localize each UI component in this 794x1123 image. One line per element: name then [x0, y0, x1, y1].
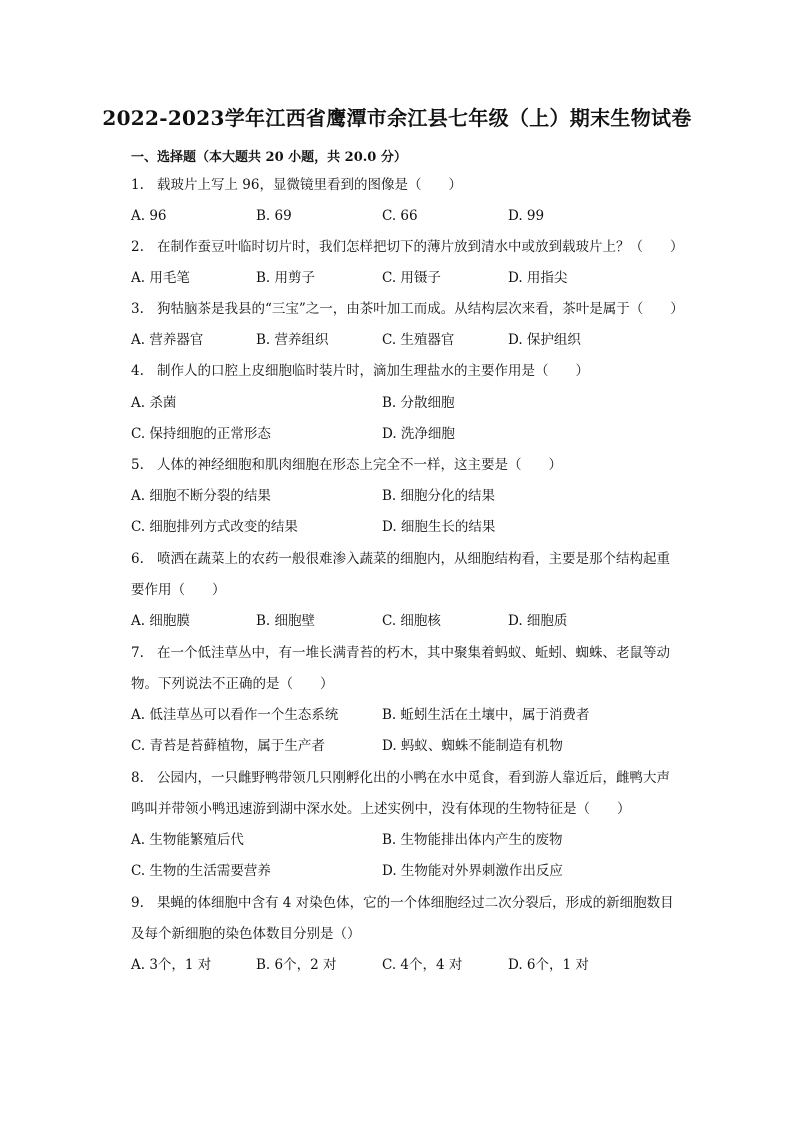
option-b[interactable]: B. 营养组织: [256, 332, 329, 348]
option-b[interactable]: B. 69: [256, 208, 292, 224]
option-c[interactable]: C. 细胞排列方式改变的结果: [131, 519, 298, 535]
question-6: [131, 544, 691, 574]
option-d[interactable]: D. 细胞质: [508, 613, 568, 629]
option-b[interactable]: B. 用剪子: [256, 270, 316, 286]
question-number: 9.: [131, 895, 144, 911]
question-text: 在制作蚕豆叶临时切片时，我们怎样把切下的薄片放到清水中或放到载玻片上？（ ）: [157, 239, 684, 255]
option-c[interactable]: C. 生物的生活需要营养: [131, 863, 271, 879]
option-a[interactable]: A. 生物能繁殖后代: [131, 832, 244, 848]
option-d[interactable]: D. 用指尖: [508, 270, 568, 286]
option-a[interactable]: A. 细胞膜: [131, 613, 190, 629]
option-a[interactable]: A. 3个，1 对: [131, 957, 212, 973]
option-c[interactable]: C. 生殖器官: [382, 332, 455, 348]
option-d[interactable]: D. 生物能对外界刺激作出反应: [382, 863, 563, 879]
option-d[interactable]: D. 6个，1 对: [508, 957, 589, 973]
option-d[interactable]: D. 细胞生长的结果: [382, 519, 496, 535]
question-6-line-2: 要作用（ ）: [131, 582, 226, 598]
option-d[interactable]: D. 洗净细胞: [382, 426, 455, 442]
option-a[interactable]: A. 杀菌: [131, 395, 177, 411]
option-d[interactable]: D. 蚂蚁、蜘蛛不能制造有机物: [382, 738, 563, 754]
question-9: [131, 888, 691, 918]
question-number: 2.: [131, 239, 144, 255]
section-heading: 一、选择题（本大题共 20 小题，共 20.0 分）: [131, 150, 407, 165]
option-a[interactable]: A. 细胞不断分裂的结果: [131, 488, 271, 504]
question-text: 制作人的口腔上皮细胞临时装片时，滴加生理盐水的主要作用是（ ）: [157, 363, 589, 379]
question-number: 3.: [131, 301, 144, 317]
option-a[interactable]: A. 96: [131, 208, 167, 224]
question-7: [131, 638, 691, 668]
question-text: 狗牯脑茶是我县的“三宝”之一，由茶叶加工而成。从结构层次来看，茶叶是属于（ ）: [157, 301, 684, 317]
question-number: 4.: [131, 363, 144, 379]
question-number: 5.: [131, 457, 144, 473]
question-8: [131, 763, 691, 793]
question-text: 人体的神经细胞和肌肉细胞在形态上完全不一样，这主要是（ ）: [157, 457, 562, 473]
option-c[interactable]: C. 青苔是苔藓植物，属于生产者: [131, 738, 325, 754]
exam-title: 2022-2023学年江西省鹰潭市余江县七年级（上）期末生物试卷: [102, 106, 692, 130]
option-c[interactable]: C. 用镊子: [382, 270, 441, 286]
question-9-line-2: 及每个新细胞的染色体数目分别是（）: [131, 926, 361, 942]
option-c[interactable]: C. 保持细胞的正常形态: [131, 426, 271, 442]
option-c[interactable]: C. 66: [382, 208, 418, 224]
question-text: 在一个低洼草丛中，有一堆长满青苔的朽木，其中聚集着蚂蚁、蚯蚓、蜘蛛、老鼠等动: [157, 645, 670, 661]
option-c[interactable]: C. 细胞核: [382, 613, 441, 629]
question-number: 6.: [131, 551, 144, 567]
option-b[interactable]: B. 蚯蚓生活在土壤中，属于消费者: [382, 707, 590, 723]
question-text: 果蝇的体细胞中含有 4 对染色体，它的一个体细胞经过二次分裂后，形成的新细胞数目: [157, 895, 674, 911]
question-text: 公园内，一只雌野鸭带领几只刚孵化出的小鸭在水中觅食，看到游人靠近后，雌鸭大声: [157, 770, 670, 786]
option-b[interactable]: B. 分散细胞: [382, 395, 455, 411]
option-a[interactable]: A. 低洼草丛可以看作一个生态系统: [131, 707, 339, 723]
question-number: 8.: [131, 770, 144, 786]
question-number: 7.: [131, 645, 144, 661]
question-2: [131, 232, 691, 262]
option-a[interactable]: A. 用毛笔: [131, 270, 190, 286]
option-b[interactable]: B. 6个，2 对: [256, 957, 337, 973]
option-b[interactable]: B. 生物能排出体内产生的废物: [382, 832, 563, 848]
question-5: [131, 450, 691, 480]
option-a[interactable]: A. 营养器官: [131, 332, 204, 348]
question-8-line-2: 鸣叫并带领小鸭迅速游到湖中深水处。上述实例中，没有体现的生物特征是（ ）: [131, 801, 631, 817]
option-b[interactable]: B. 细胞分化的结果: [382, 488, 496, 504]
question-number: 1.: [131, 177, 144, 193]
question-4: [131, 356, 691, 386]
question-3: [131, 294, 691, 324]
question-text: 喷洒在蔬菜上的农药一般很难渗入蔬菜的细胞内，从细胞结构看，主要是那个结构起重: [157, 551, 670, 567]
option-b[interactable]: B. 细胞壁: [256, 613, 316, 629]
question-1: [131, 170, 691, 200]
option-c[interactable]: C. 4个，4 对: [382, 957, 463, 973]
option-d[interactable]: D. 99: [508, 208, 545, 224]
option-d[interactable]: D. 保护组织: [508, 332, 581, 348]
question-text: 载玻片上写上 96，显微镜里看到的图像是（ ）: [157, 177, 462, 193]
question-7-line-2: 物。下列说法不正确的是（ ）: [131, 676, 334, 692]
